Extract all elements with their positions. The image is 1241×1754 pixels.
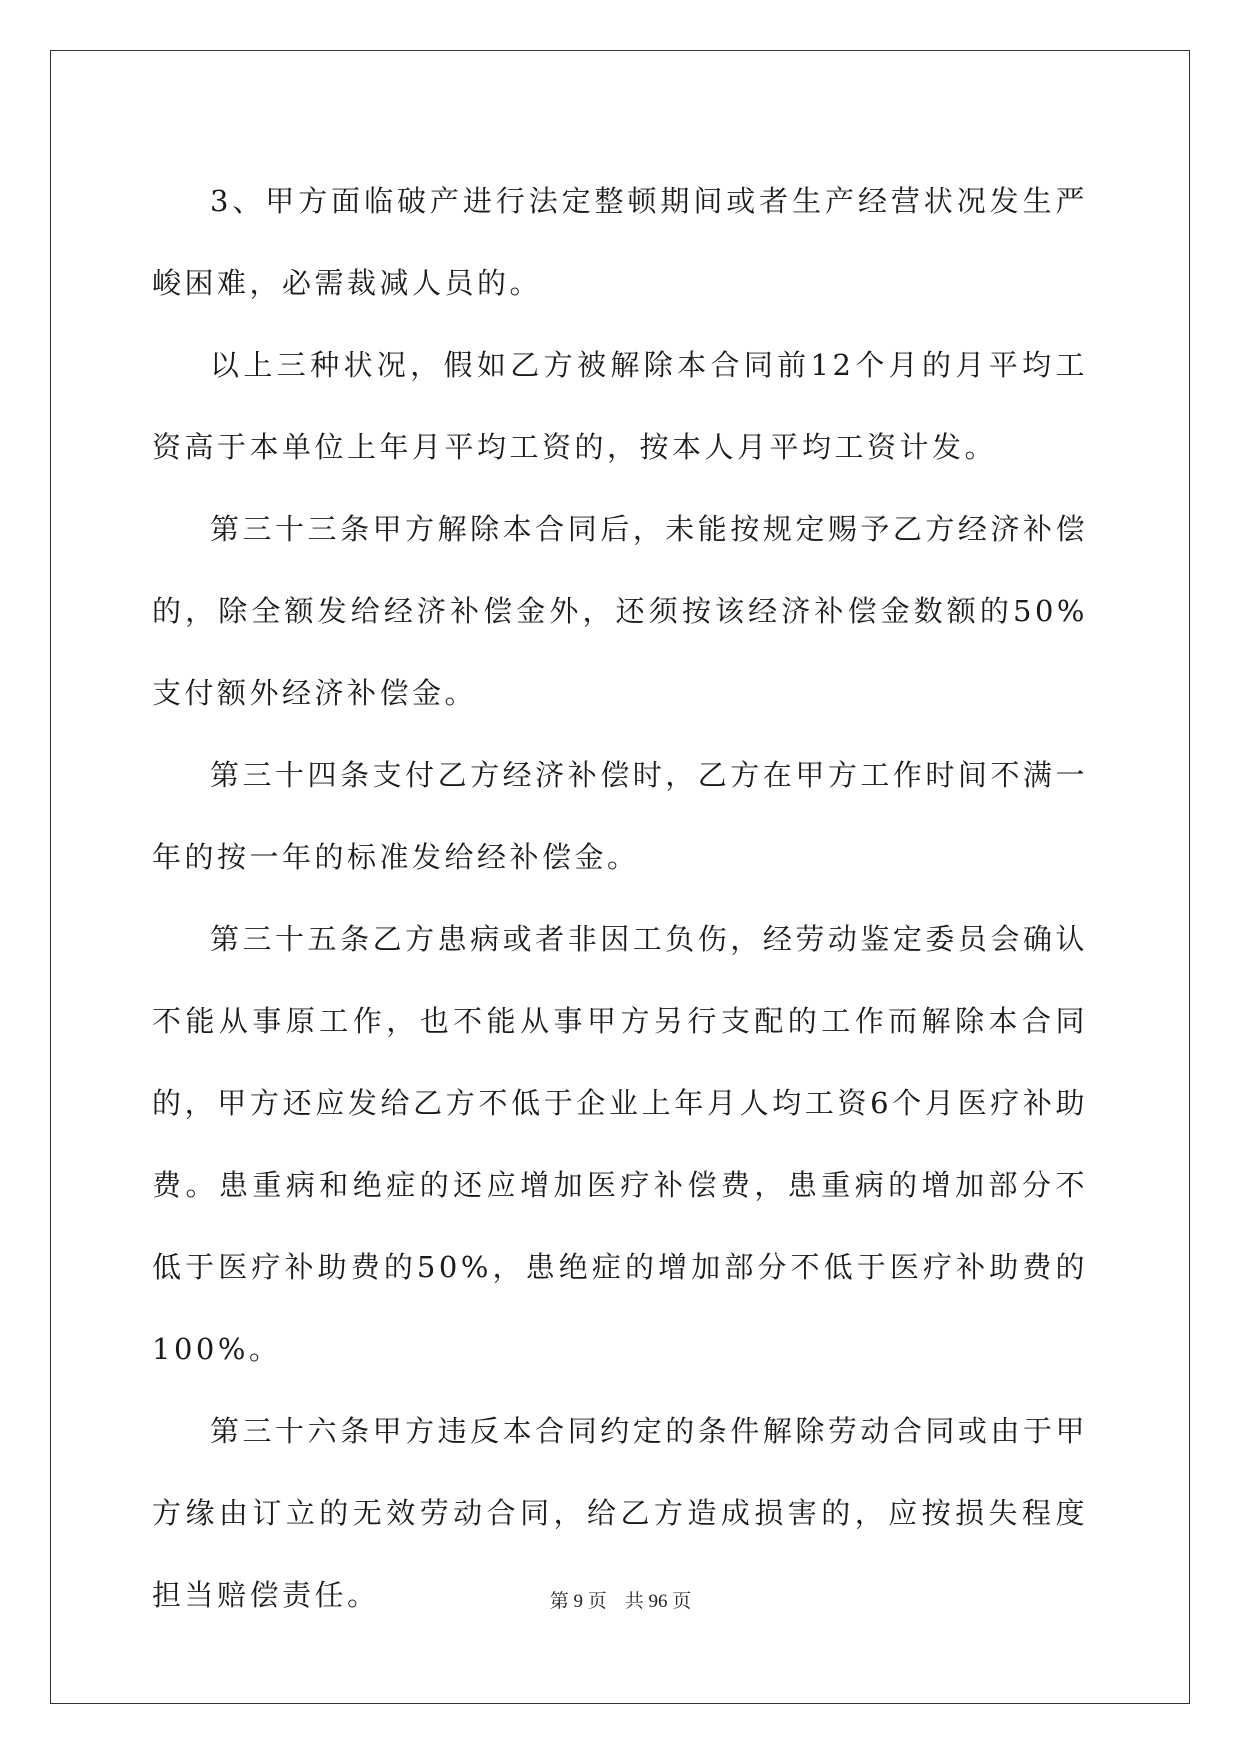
page-number: 第 9 页	[549, 1591, 607, 1612]
paragraph-article-36: 第三十六条甲方违反本合同约定的条件解除劳动合同或由于甲方缘由订立的无效劳动合同，给乙方造成损害的，应按损失程度担当赔偿责任。	[152, 1414, 1088, 1612]
page-footer	[0, 1586, 1241, 1613]
paragraph-three-situations: 以上三种状况，假如乙方被解除本合同前12个月的月平均工资高于本单位上年月平均工资的，按本人月平均工资计发。	[152, 348, 1088, 464]
document-body	[152, 160, 1088, 1636]
paragraph-article-35: 第三十五条乙方患病或者非因工负伤，经劳动鉴定委员会确认不能从事原工作，也不能从事甲方另行支配的工作而解除本合同的，甲方还应发给乙方不低于企业上年月人均工资6个月医疗补助费。患重病和绝症的还应增加医疗补偿费，患重病的增加部分不低于医疗补助费的50%，患绝症的增加部分不低于医疗补助费的100%。	[152, 922, 1088, 1366]
page-total: 共 96 页	[624, 1591, 692, 1612]
paragraph-clause-3: 3、甲方面临破产进行法定整顿期间或者生产经营状况发生严峻困难，必需裁减人员的。	[152, 184, 1088, 300]
paragraph-article-34: 第三十四条支付乙方经济补偿时，乙方在甲方工作时间不满一年的按一年的标准发给经补偿金。	[152, 758, 1088, 874]
paragraph-article-33: 第三十三条甲方解除本合同后，未能按规定赐予乙方经济补偿的，除全额发给经济补偿金外，还须按该经济补偿金数额的50%支付额外经济补偿金。	[152, 512, 1088, 710]
